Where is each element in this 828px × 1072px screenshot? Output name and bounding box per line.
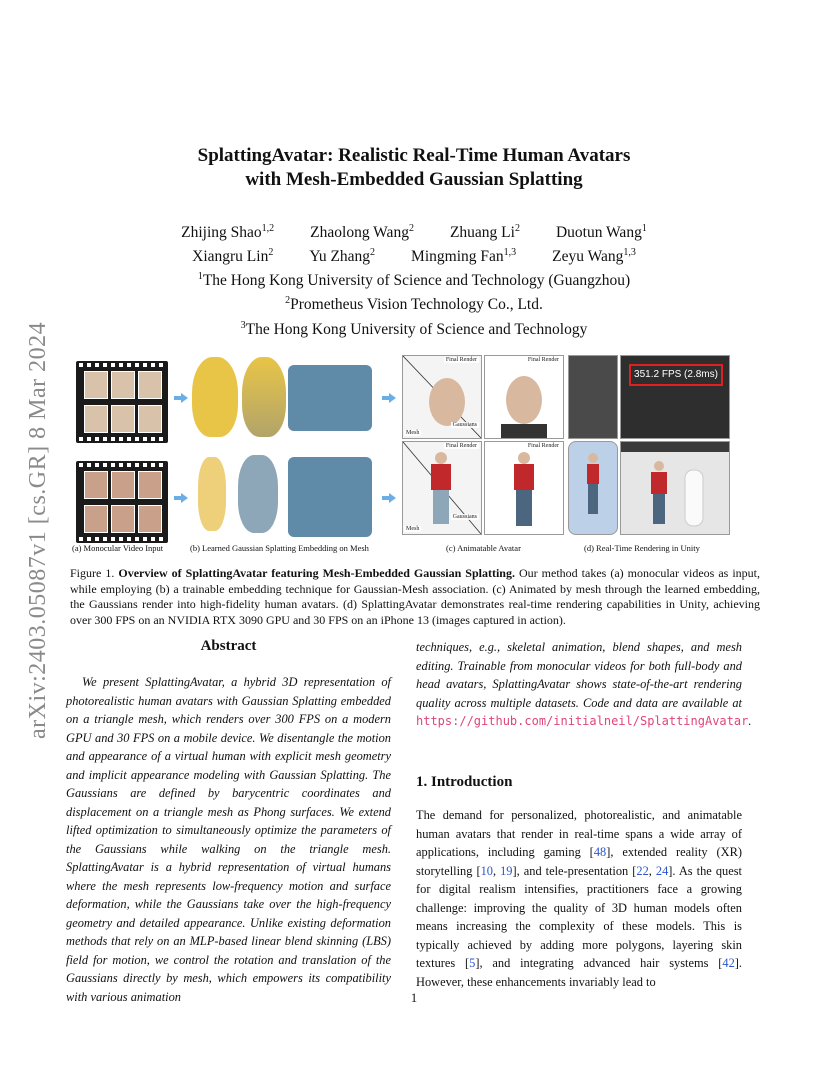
author: Mingming Fan$^{1,3}$ xyxy=(411,247,517,266)
citation-link[interactable]: 48 xyxy=(593,845,607,859)
citation-link[interactable]: 22 xyxy=(636,863,649,878)
citation-link[interactable]: 10 xyxy=(480,863,493,878)
avatar-panel-head-mesh: Final Render Mesh Gaussians xyxy=(402,355,482,439)
author: Zhijing Shao$^{1,2}$ xyxy=(181,223,275,242)
author-row-2 xyxy=(90,243,738,267)
avatar-panel-head-render: Final Render xyxy=(484,355,564,439)
video-filmstrip-head xyxy=(76,361,168,443)
title-line-2: with Mesh-Embedded Gaussian Splatting xyxy=(245,169,583,190)
figure-1 xyxy=(70,353,762,558)
affiliation-1: $^1$The Hong Kong University of Science and Technology (Guangzhou) xyxy=(197,271,631,290)
unity-scene-body xyxy=(620,441,730,535)
subcaption-b: (b) Learned Gaussian Splatting Embedding on Mesh xyxy=(190,543,369,553)
subcaption-a: (a) Monocular Video Input xyxy=(72,543,164,553)
mesh-body-render xyxy=(238,455,278,533)
citation-link[interactable]: 42 xyxy=(722,956,735,970)
author-block xyxy=(90,219,738,340)
gaussian-body-render xyxy=(198,457,226,531)
code-link[interactable]: https://github.com/initialneil/SplattingAvatar xyxy=(416,714,749,728)
paper-title xyxy=(90,144,738,192)
figure-caption xyxy=(70,566,760,628)
affiliation-2: $^2$Prometheus Vision Technology Co., Ltd. xyxy=(285,295,543,314)
author: Xiangru Lin$^2$ xyxy=(192,247,274,266)
introduction-heading: 1. Introduction xyxy=(416,774,513,790)
arrow-icon xyxy=(382,393,396,403)
subcaption-d: (d) Real-Time Rendering in Unity xyxy=(584,543,700,553)
abstract-continued: techniques, e.g., skeletal animation, blend shapes, and mesh editing. Trainable from monocular videos for both full-body and head avatars, SplattingAvatar shows state-of-the-art rendering quality across multiple datasets. Code and data are available at https://github.com/initialneil/SplattingAvatar. xyxy=(416,640,752,728)
page-number: 1 xyxy=(410,991,418,1005)
caption-label: Figure 1. xyxy=(70,566,115,580)
abstract-body: We present SplattingAvatar, a hybrid 3D representation of photorealistic human avatars with Gaussian Splatting embedded on a triangle mesh, which renders over 300 FPS on a modern GPU and 30 FPS on a mobile device. We disentangle the motion and appearance of a virtual human with explicit mesh geometry and implicit appearance modeling with Gaussian Splatting. The Gaussians are defined by barycentric coordinates and displacement on a triangle mesh as Phong surfaces. We extend lifted optimization to simultaneously optimize the parameters of the Gaussians while walking on the triangle mesh. SplattingAvatar is a hybrid representation of virtual humans where the mesh represents low-frequency motion and surface deformation, while the Gaussians take over the high-frequency geometry and detailed appearance. Unlike existing deformation methods that rely on an MLP-based linear blend skinning (LBS) field for motion, we control the rotation and translation of the Gaussians directly by mesh, which empowers its compatibility with various animation xyxy=(66,675,391,1004)
unity-scene-head xyxy=(568,355,618,439)
author-row-1 xyxy=(90,219,738,243)
gaussian-head-render xyxy=(242,357,286,437)
author: Zhaolong Wang$^2$ xyxy=(310,223,414,242)
gaussian-head-render xyxy=(192,357,238,437)
title-line-1: SplattingAvatar: Realistic Real-Time Human Avatars xyxy=(197,145,631,166)
arrow-icon xyxy=(382,493,396,503)
author: Yu Zhang$^2$ xyxy=(309,247,376,266)
citation-link[interactable]: 5 xyxy=(469,956,476,970)
caption-bold: Overview of SplattingAvatar featuring Mesh-Embedded Gaussian Splatting. xyxy=(118,566,515,580)
arrow-icon xyxy=(174,493,188,503)
author: Duotun Wang$^1$ xyxy=(555,223,647,242)
affiliation-3: $^3$The Hong Kong University of Science and Technology xyxy=(240,319,588,338)
caption-text: Our method takes (a) monocular videos as input, while employing (b) a trainable embedding technique for Gaussian-Mesh association. (c) Animated by mesh through the learned embedding, the Gaussians render into high-fidelity human avatars. (d) SplattingAvatar demonstrates real-time rendering capabilities in Unity, achieving over 300 FPS on an NVIDIA RTX 3090 GPU and 30 FPS on an iPhone 13 (images captured in action). xyxy=(70,566,760,627)
fps-readout: 351.2 FPS (2.8ms) xyxy=(629,364,723,386)
unity-stats-panel xyxy=(620,355,730,439)
arrow-icon xyxy=(174,393,188,403)
abstract-heading: Abstract xyxy=(200,638,257,654)
citation-link[interactable]: 19 xyxy=(500,863,513,878)
video-filmstrip-body xyxy=(76,461,168,543)
mesh-closeup xyxy=(288,365,372,431)
author: Zeyu Wang$^{1,3}$ xyxy=(552,247,636,266)
subcaption-c: (c) Animatable Avatar xyxy=(446,543,521,553)
arxiv-identifier: arXiv:2403.05087v1 [cs.GR] 8 Mar 2024 xyxy=(25,321,51,739)
author: Zhuang Li$^2$ xyxy=(449,223,520,242)
mesh-closeup xyxy=(288,457,372,537)
introduction-body: The demand for personalized, photorealistic, and animatable human avatars that render in real-time spans a wide array of applications, including gaming [48], extended reality (XR) storytelling [10, 19], and tele-presentation [22, 24]. As the quest for digital realism intensifies, practitioners face a growing challenge: improving the quality of 3D human models often means increasing the complexity of these models. This is typically achieved by adding more polygons, layering skin textures [5], and integrating advanced hair systems [42]. However, these enhancements invariably lead to xyxy=(416,808,743,989)
iphone-capture xyxy=(568,441,618,535)
citation-link[interactable]: 24 xyxy=(655,863,669,878)
avatar-panel-body-mesh: Final Render Mesh Gaussians xyxy=(402,441,482,535)
avatar-panel-body-render: Final Render xyxy=(484,441,564,535)
